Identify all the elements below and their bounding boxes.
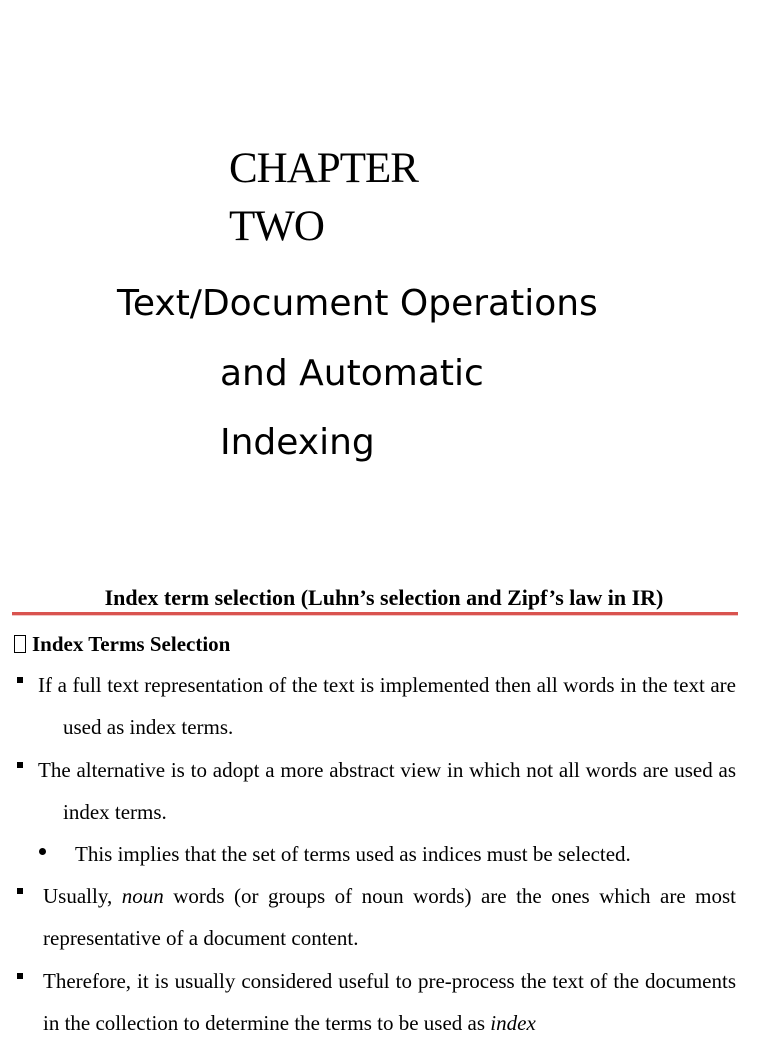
bullet-text-start: Therefore, it is usually considered useful to pre-process the text of the documents in the collection to determine the terms to be used as xyxy=(43,969,736,1035)
bullet-text: The alternative is to adopt a more abstract view in which not all words are used as index terms. xyxy=(38,758,736,824)
square-bullet-icon xyxy=(17,762,23,768)
bullet-text: If a full text representation of the text is implemented then all words in the text are used as index terms. xyxy=(38,673,736,739)
bullet-text-end: words (or groups of noun words) are the ones which are most representative of a document content. xyxy=(43,884,736,950)
title-line-1: Text/Document Operations xyxy=(117,283,598,324)
title-line-3: Indexing xyxy=(220,422,375,463)
square-bullet-icon xyxy=(17,973,23,979)
subsection-heading-text: Index Terms Selection xyxy=(32,632,231,656)
chapter-line-1: CHAPTER xyxy=(229,145,418,192)
checkbox-glyph-icon xyxy=(14,635,26,653)
bullet-text-emphasis: index xyxy=(490,1011,536,1035)
section-heading: Index term selection (Luhn’s selection and Zipf’s law in IR) xyxy=(104,585,664,610)
square-bullet-icon xyxy=(17,677,23,683)
bullet-item xyxy=(38,664,736,748)
bullet-text-start: Usually, xyxy=(43,884,122,908)
title-line-2: and Automatic xyxy=(220,353,484,394)
bullet-item xyxy=(38,749,736,833)
chapter-title xyxy=(229,140,418,256)
heading-divider xyxy=(12,612,738,616)
chapter-line-2: TWO xyxy=(229,203,324,250)
subsection-heading xyxy=(14,630,230,658)
bullet-text-emphasis: noun xyxy=(121,884,164,908)
square-bullet-icon xyxy=(17,888,23,894)
bullet-item xyxy=(43,875,736,959)
round-bullet-icon xyxy=(39,848,46,855)
sub-bullet-text: This implies that the set of terms used as indices must be selected. xyxy=(75,842,631,866)
bullet-item xyxy=(43,960,736,1044)
